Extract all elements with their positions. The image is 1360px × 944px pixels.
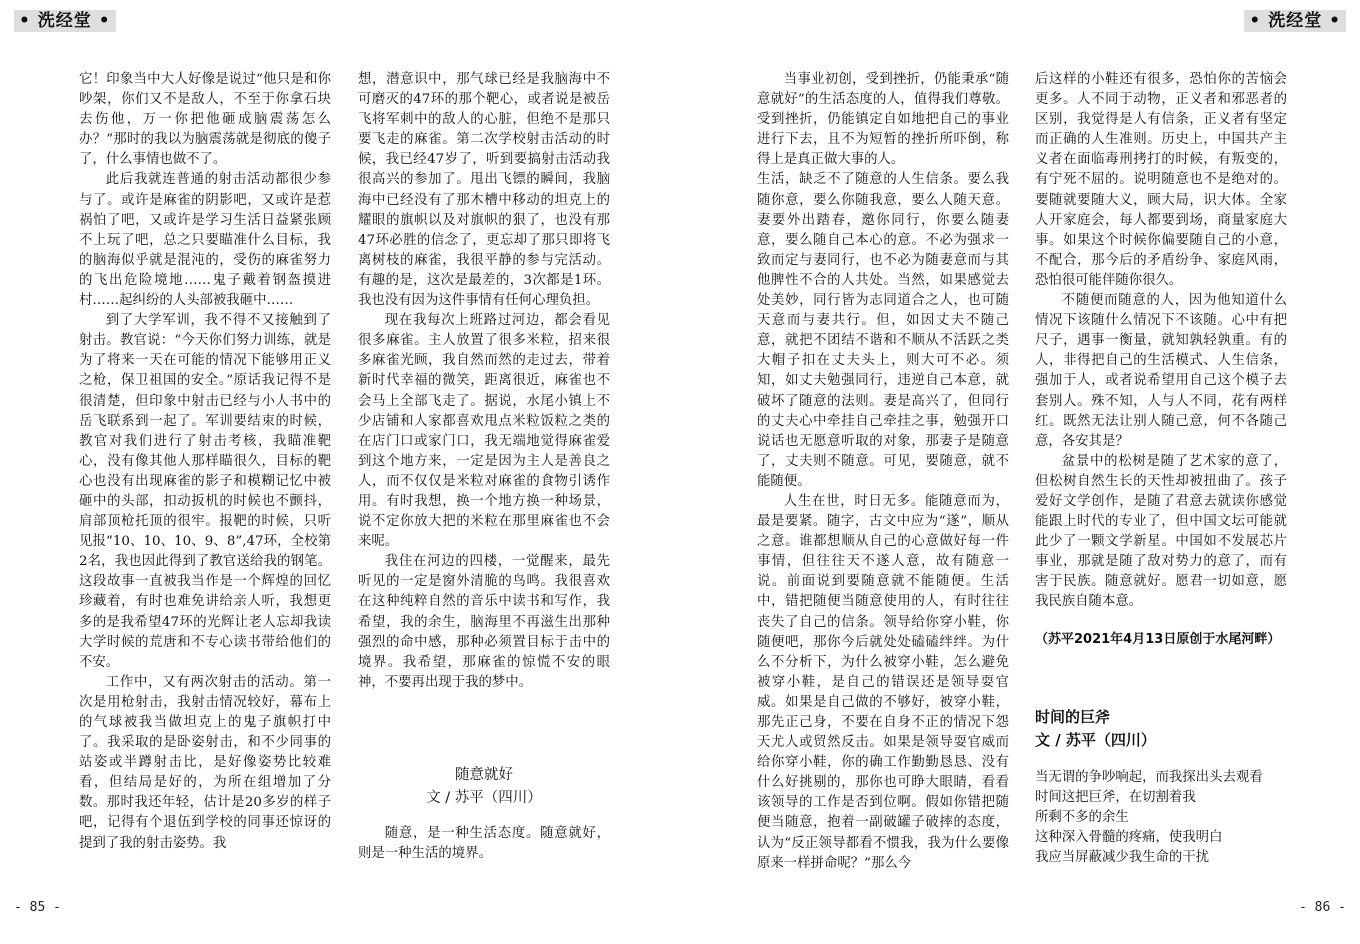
paragraph: 当事业初创，受到挫折，仍能秉承“随意就好”的生活态度的人，值得我们尊敬。受到挫折，仍能镇定自如地把自己的事业进行下去，且不为短暂的挫折所吓倒，称得上是真正做大事的人。 bbox=[757, 72, 1009, 168]
poem-line: 这种深入骨髓的疼痛，使我明白 bbox=[1035, 830, 1223, 846]
paragraph: 不随便而随意的人，因为他知道什么情况下该随什么情况下不该随。心中有把尺子，遇事一衡量，就知孰轻孰重。有的人，非得把自己的生活模式、人生信条，强加于人，或者说希望用自己这个模子去套别人。殊不知，人与人不同，花有两样红。既然无法让别人随己意，何不各随己意，各安其是？ bbox=[1035, 293, 1287, 449]
paragraph: 后这样的小鞋还有很多，恐怕你的苦恼会更多。人不同于动物，正义者和邪恶者的区别，我觉得是人有信条，正义者有坚定而正确的人生准则。历史上，中国共产主义者在面临毒刑拷打的时候，有叛变的，有宁死不屈的。说明随意也不是绝对的。要随就要随大义，顾大局，识大体。全家人开家庭会，每人都要到场，商量家庭大事。如果这个时候你偏要随自己的小意，不配合，那今后的矛盾纷争、家庭风雨，恐怕很可能伴随你很久。 bbox=[1035, 72, 1287, 288]
left-page-column-1 bbox=[79, 70, 331, 860]
poem-title-block bbox=[1035, 706, 1287, 752]
poem-author: 文 / 苏平（四川） bbox=[1035, 731, 1156, 749]
page-number-left: - 85 - bbox=[14, 900, 61, 915]
section-header-right: • 洗经堂 • bbox=[1244, 10, 1346, 32]
paragraph: 我住在河边的四楼，一觉醒来，最先听见的一定是窗外清脆的鸟鸣。我很喜欢在这种纯粹自然的音乐中读书和写作，我希望，我的余生，脑海里不再滋生出那种强烈的命中感，那种必须置目标于击中的境界。我希望，那麻雀的惊慌不安的眼神，不要再出现于我的梦中。 bbox=[358, 554, 610, 690]
essay-opening bbox=[358, 824, 610, 864]
paragraph: 到了大学军训，我不得不又接触到了射击。教官说：“今天你们努力训练，就是为了将来一天在可能的情况下能够用正义之枪，保卫祖国的安全。”原话我记得不是很清楚，但印象中射击已经与小人书中的岳飞联系到一起了。军训要结束的时候，教官对我们进行了射击考核，我瞄准靶心，没有像其他人那样瞄很久，目标的靶心也没有出现麻雀的影子和模糊记忆中被砸中的头部，扣动扳机的时候也不颤抖，肩部顶枪托顶的很牢。报靶的时候，只听见报“10、10、10、9、8”,47环，全校第2名，我也因此得到了教官送给我的钢笔。这段故事一直被我当作是一个辉煌的回忆珍藏着，有时也难免讲给亲人听，我想更多的是我希望47环的光辉让老人忘却我读大学时候的荒唐和不专心读书带给他们的不安。 bbox=[79, 313, 331, 670]
essay-title-block bbox=[358, 764, 610, 810]
paragraph: 现在我每次上班路过河边，都会看见很多麻雀。主人放置了很多米粒，招来很多麻雀光顾，我自然而然的走过去，带着新时代幸福的微笑，距离很近，麻雀也不会马上全部飞走了。据说，水尾小镇上不少店铺和人家都喜欢甩点米粒饭粒之类的在店门口或家门口，我无端地觉得麻雀爱到这个地方来，一定是因为主人是善良之人，而不仅仅是米粒对麻雀的食物引诱作用。有时我想，换一个地方换一种场景，说不定你放大把的米粒在那里麻雀也不会来呢。 bbox=[358, 313, 610, 550]
paragraph: 人生在世，时日无多。能随意而为，最是要紧。随字，古文中应为“遂”，顺从之意。谁都想顺从自己的心意做好每一件事情，但往往天不遂人意，故有随意一说。前面说到要随意就不能随便。生活中，错把随便当随意使用的人，有时往往丧失了自己的信条。领导给你穿小鞋，你随便吧，那你今后就处处磕磕绊绊。为什么不分析下，为什么被穿小鞋，怎么避免被穿小鞋，是自己的错误还是领导耍官威。如果是自己做的不够好，被穿小鞋，那先正己身，不要在自身不正的情况下怨天尤人或贸然反击。如果是领导耍官威而给你穿小鞋，你的确工作勤勤恳恳、没有什么好挑剔的，那你也可睁大眼睛，看看该领导的工作是否到位啊。假如你错把随便当随意，抱着一副破罐子破摔的态度，认为“反正领导都看不惯我，我为什么要像原来一样拼命呢？”那么今 bbox=[757, 493, 1009, 871]
poem-body bbox=[1035, 768, 1295, 868]
right-page-column-2 bbox=[1035, 70, 1287, 630]
paragraph: 随意，是一种生活态度。随意就好，则是一种生活的境界。 bbox=[358, 826, 610, 862]
poem-line: 所剩不多的余生 bbox=[1035, 810, 1129, 826]
page-number-right: - 86 - bbox=[1299, 900, 1346, 915]
paragraph: 工作中，又有两次射击的活动。第一次是用枪射击，我射击情况较好，幕布上的气球被我当做坦克上的鬼子旗帜打中了。我采取的是卧姿射击，和不少同事的站姿或半蹲射击比，是好像姿势比较难看，但结局是好的，为所在组增加了分数。那时我还年轻，估计是20多岁的样子吧，记得有个退伍到学校的同事还惊讶的提到了我的射击姿势。我 bbox=[79, 674, 331, 851]
essay-note: （苏平2021年4月13日原创于水尾河畔） bbox=[1035, 632, 1281, 647]
paragraph: 生活，缺乏不了随意的人生信条。要么我随你意，要么你随我意，要么人随天意。妻要外出踏春，邀你同行，你要么随妻意，要么随自己本心的意。不必为强求一致而定与妻同行，也不必为随妻意而与其他脾性不合的人共处。当然，如果感觉去处美妙，同行皆为志同道合之人，也可随天意而与妻共行。但，如因丈夫不随己意，就把不团结不谐和不顺从不活跃之类大帽子扣在丈夫头上，则大可不必。须知，如丈夫勉强同行，违逆自己本意，就破坏了随意的法则。妻是高兴了，但同行的丈夫心中牵挂自己牵挂之事，勉强开口说话也无愿意听取的对象，那妻子是随意了，丈夫则不随意。可见，要随意，就不能随便。 bbox=[757, 172, 1009, 489]
essay-author: 文 / 苏平（四川） bbox=[426, 790, 542, 806]
poem-line: 时间这把巨斧，在切割着我 bbox=[1035, 790, 1196, 806]
section-header-left: • 洗经堂 • bbox=[14, 10, 116, 32]
left-page-column-2 bbox=[358, 70, 610, 730]
paragraph: 想，潜意识中，那气球已经是我脑海中不可磨灭的47环的那个靶心，或者说是被岳飞将军刺中的敌人的心脏，但绝不是那只要飞走的麻雀。第二次学校射击活动的时候，我已经47岁了，听到要搞射击活动我很高兴的参加了。甩出飞镖的瞬间，我脑海中已经没有了那木槽中移动的坦克上的耀眼的旗帜以及对旗帜的狠了，也没有那47环必胜的信念了，更忘却了那只即将飞离树枝的麻雀，我很平静的参与完活动。有趣的是，这次是最差的，3次都是1环。我也没有因为这件事情有任何心理负担。 bbox=[358, 72, 610, 309]
paragraph: 它！印象当中大人好像是说过“他只是和你吵架，你们又不是敌人，不至于你拿石块去伤他，万一你把他砸成脑震荡怎么办？”那时的我以为脑震荡就是彻底的傻子了，什么事情也做不了。 bbox=[79, 72, 331, 168]
essay-title: 随意就好 bbox=[455, 767, 513, 783]
poem-line: 当无谓的争吵响起，而我探出头去观看 bbox=[1035, 770, 1263, 785]
right-page-column-1 bbox=[757, 70, 1009, 871]
paragraph: 盆景中的松树是随了艺术家的意了，但松树自然生长的天性却被扭曲了。孩子爱好文学创作，是随了君意去就读你感觉能跟上时代的专业了，但中国文坛可能就此少了一颗文学新星。中国如不发展芯片事业，那就是随了敌对势力的意了，而有害于民族。随意就好。愿君一切如意，愿我民族自随本意。 bbox=[1035, 453, 1287, 610]
paragraph: 此后我就连普通的射击活动都很少参与了。或许是麻雀的阴影吧，又或许是惹祸怕了吧，又或许是学习生活日益紧张顾不上玩了吧，总之只要瞄准什么目标，我的脑海似乎就是混沌的，受伤的麻雀努力的飞出危险境地……鬼子戴着钢盔摸进村……起纠纷的人头部被我砸中…… bbox=[79, 172, 331, 309]
poem-line: 我应当屏蔽减少我生命的干扰 bbox=[1035, 850, 1210, 866]
poem-title: 时间的巨斧 bbox=[1035, 708, 1111, 726]
